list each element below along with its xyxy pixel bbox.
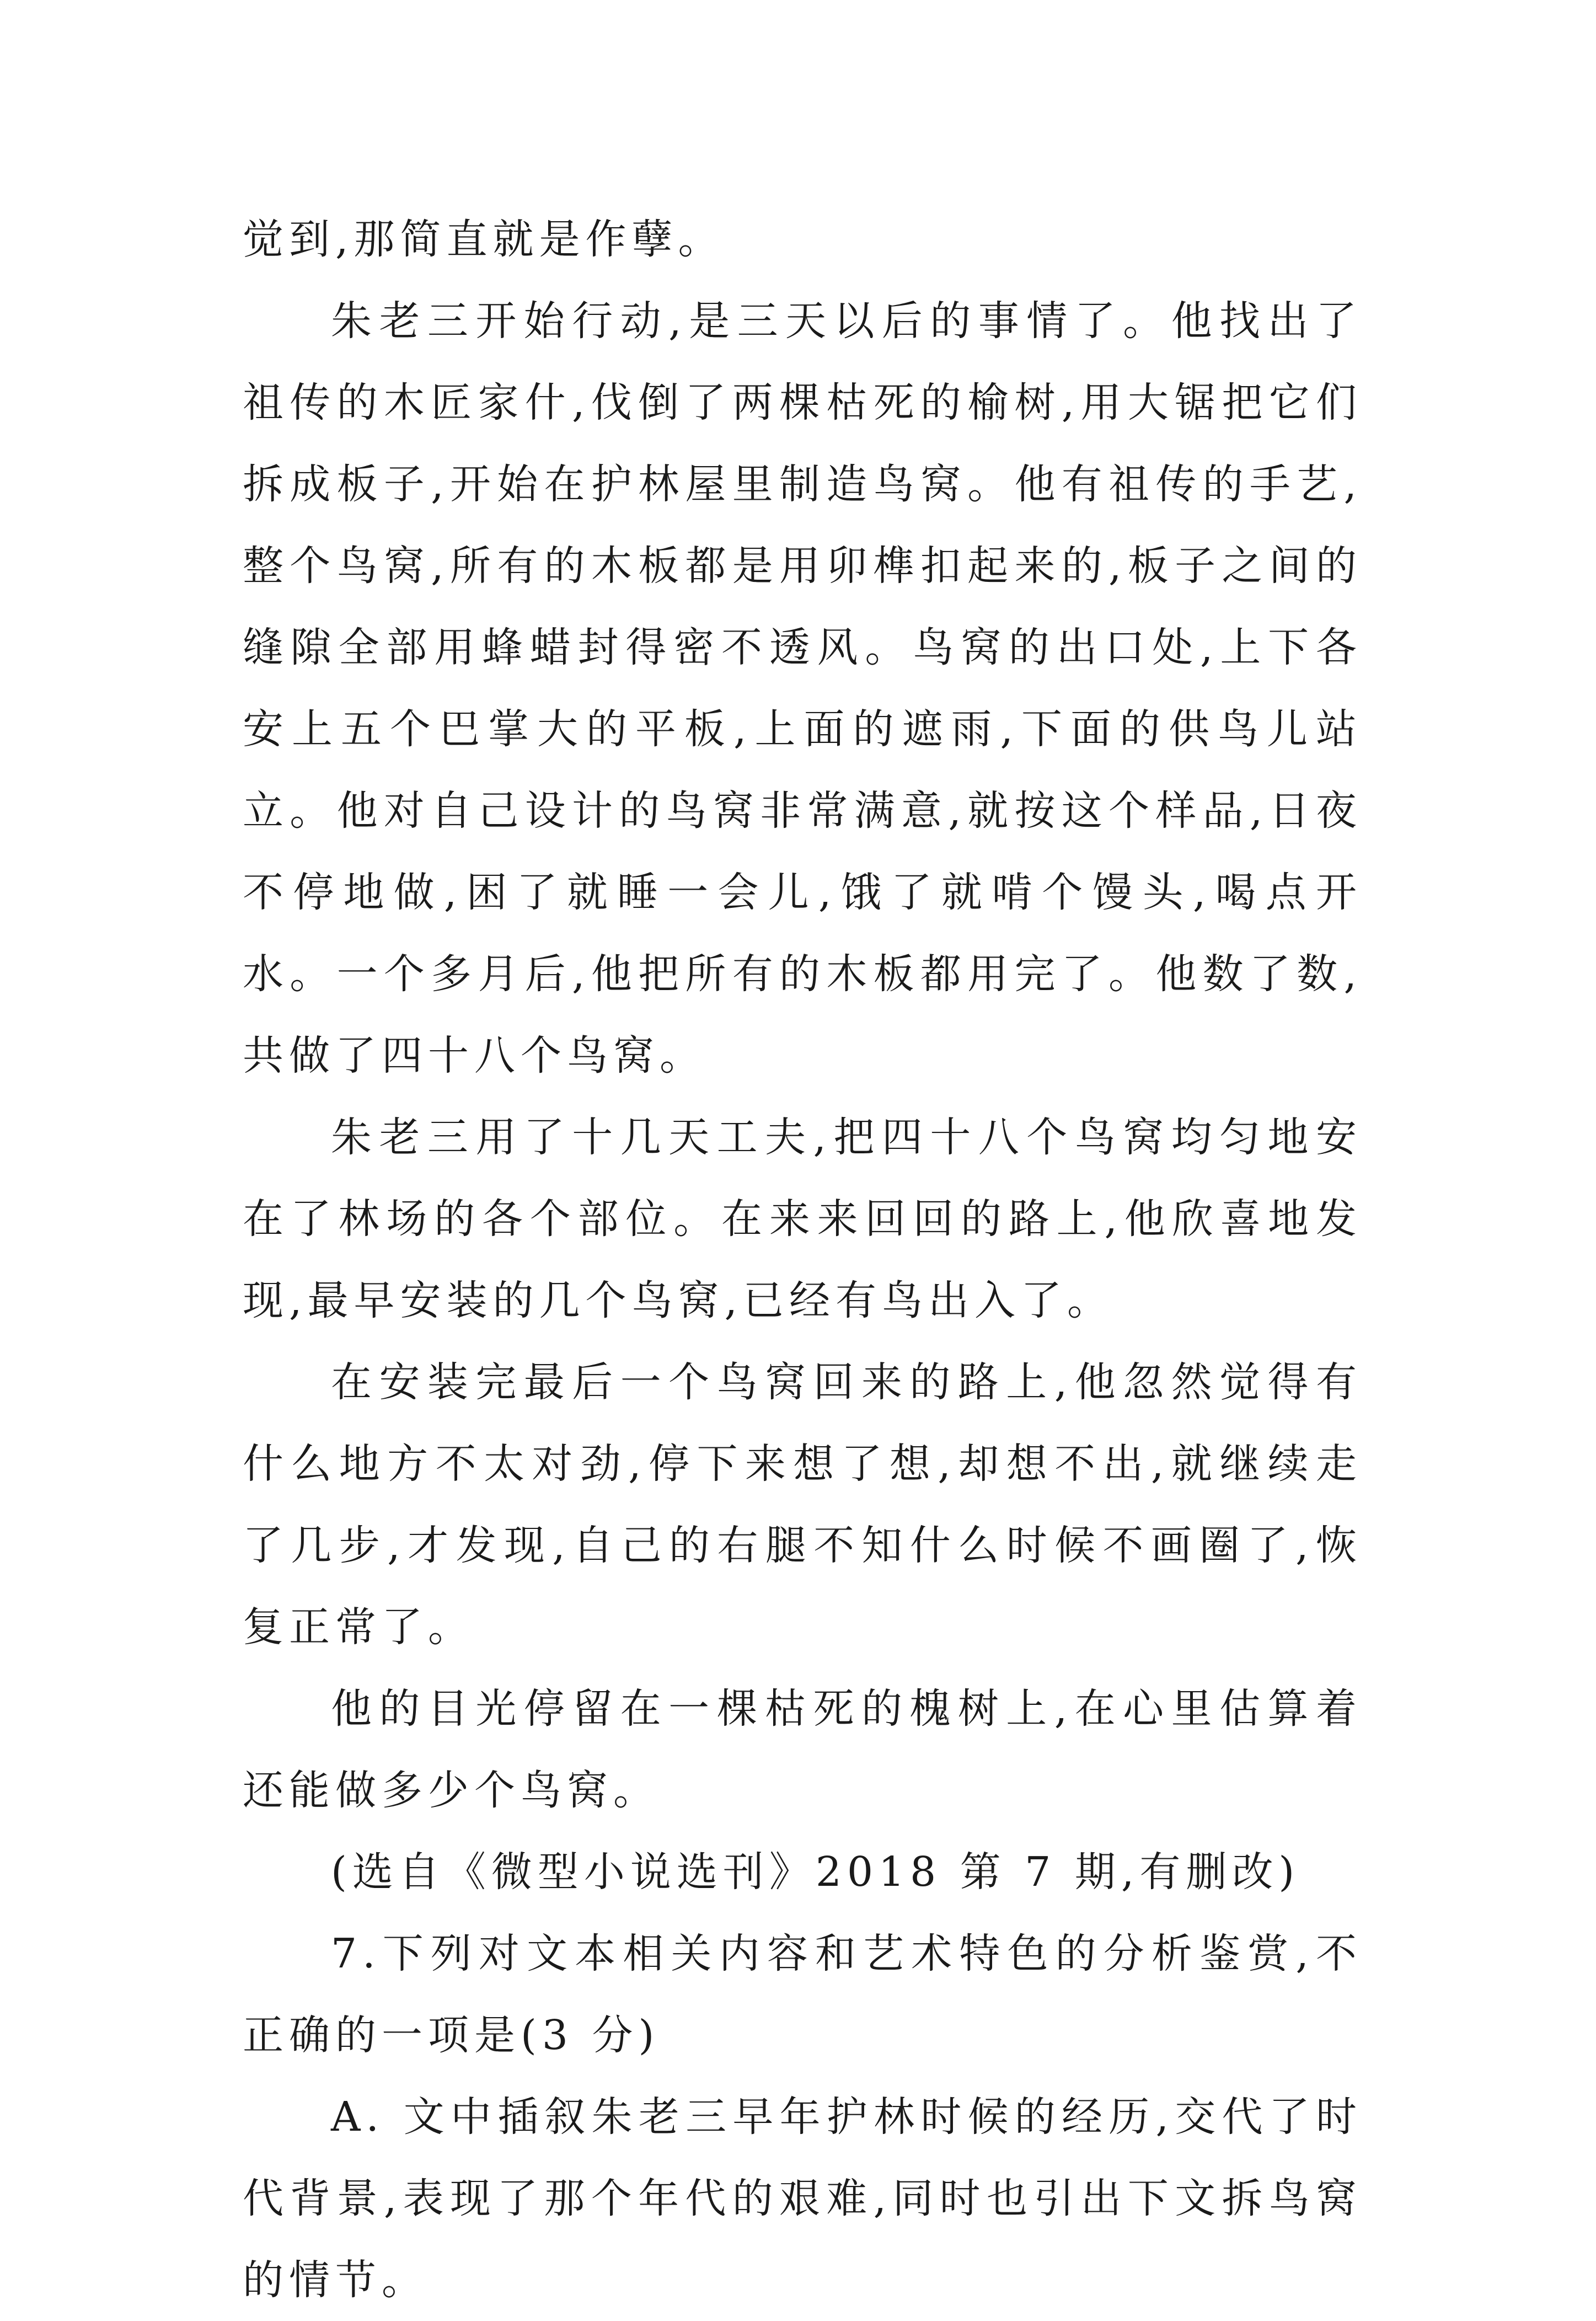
question-7: 7.下列对文本相关内容和艺术特色的分析鉴赏,不正确的一项是(3 分): [243, 1930, 1362, 2059]
paragraph-making-nests: 朱老三开始行动,是三天以后的事情了。他找出了祖传的木匠家什,伐倒了两棵枯死的榆树,用大锯把它们拆成板子,开始在护林屋里制造鸟窝。他有祖传的手艺,整个鸟窝,所有的木板都是用卯榫扣起来的,板子之间的缝隙全部用蜂蜡封得密不透风。鸟窝的出口处,上下各安上五个巴掌大的平板,上面的遮雨,下面的供鸟儿站立。他对自己设计的鸟窝非常满意,就按这个样品,日夜不停地做,困了就睡一会儿,饿了就啃个馒头,喝点开水。一个多月后,他把所有的木板都用完了。他数了数,共做了四十八个鸟窝。: [243, 297, 1362, 1079]
paragraph-installing-nests: 朱老三用了十几天工夫,把四十八个鸟窝均匀地安在了林场的各个部位。在来来回回的路上,他欣喜地发现,最早安装的几个鸟窝,已经有鸟出入了。: [243, 1114, 1362, 1324]
paragraph-leg-recovered: 在安装完最后一个鸟窝回来的路上,他忽然觉得有什么地方不太对劲,停下来想了想,却想不出,就继续走了几步,才发现,自己的右腿不知什么时候不画圈了,恢复正常了。: [243, 1359, 1362, 1651]
paragraph-ending: 他的目光停留在一棵枯死的槐树上,在心里估算着还能做多少个鸟窝。: [243, 1685, 1362, 1814]
option-a: A. 文中插叙朱老三早年护林时候的经历,交代了时代背景,表现了那个年代的艰难,同时也引出下文拆鸟窝的情节。: [243, 2093, 1362, 2304]
article-body: [243, 199, 1362, 2321]
paragraph-continuation: 觉到,那简直就是作孽。: [243, 216, 725, 263]
source-citation: (选自《微型小说选刊》2018 第 7 期,有删改): [331, 1848, 1300, 1896]
